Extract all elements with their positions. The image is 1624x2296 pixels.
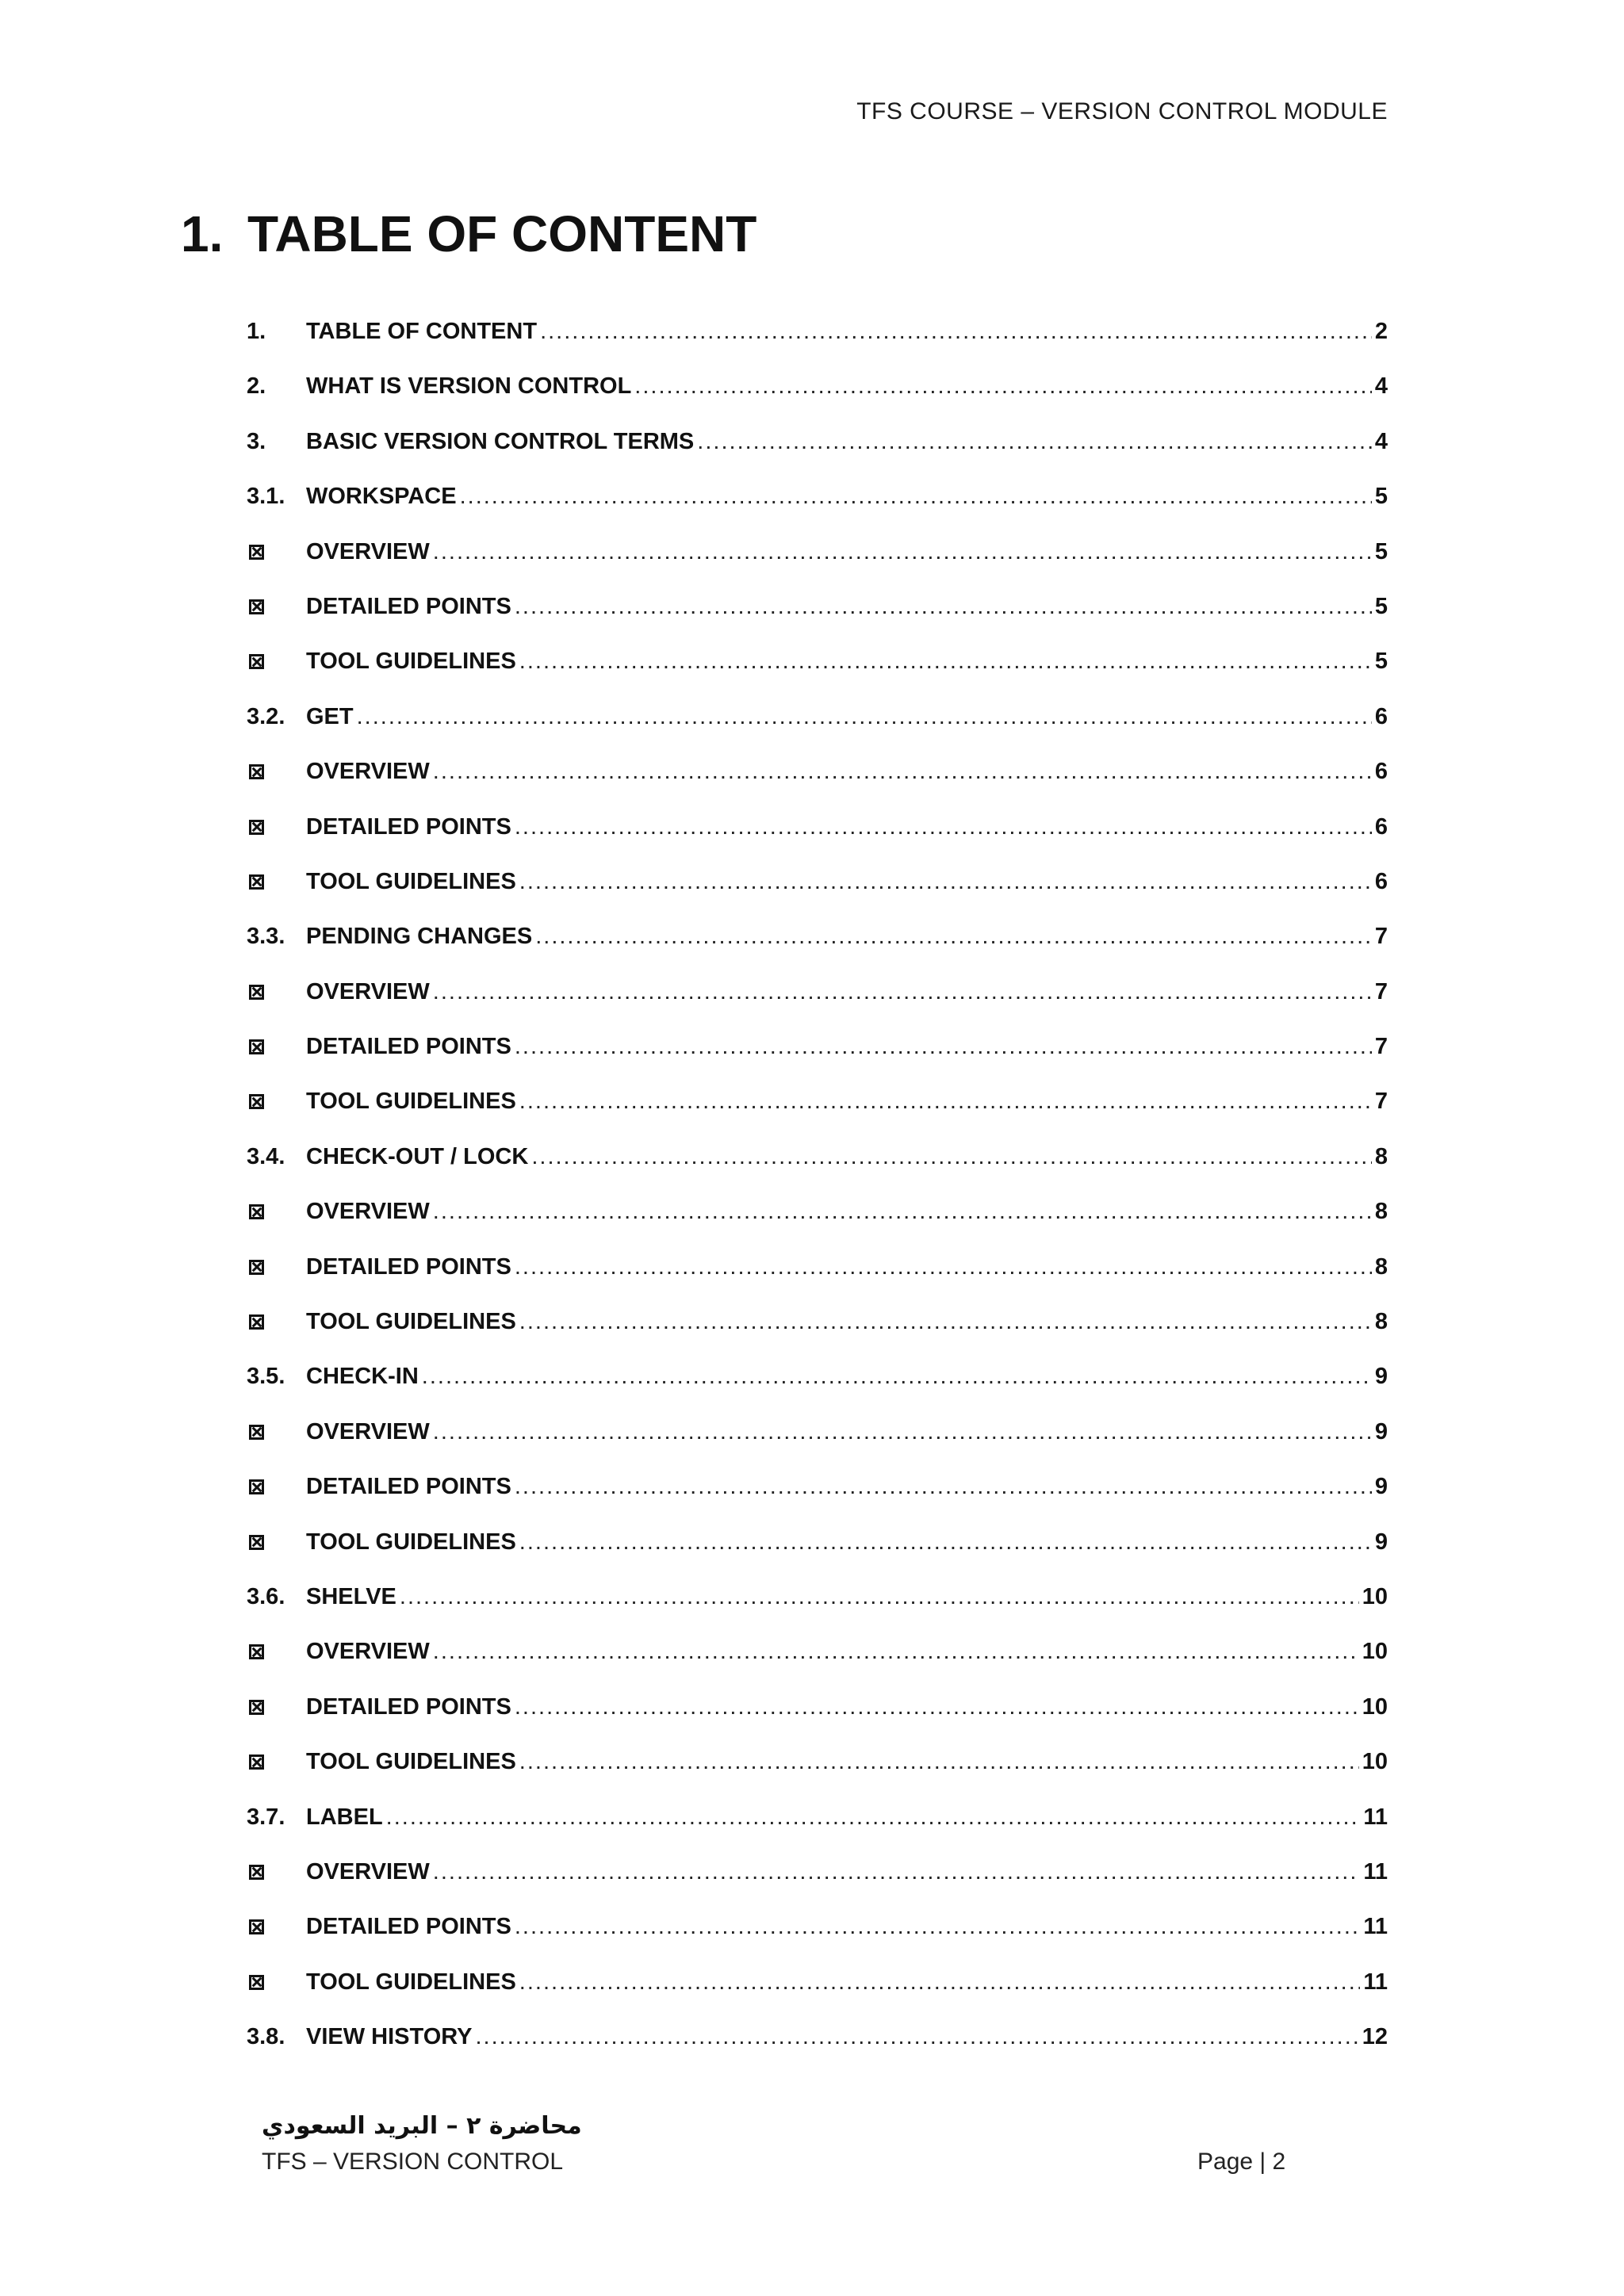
toc-number: 3.6. bbox=[247, 1583, 285, 1609]
toc-page-number: 12 bbox=[1362, 2024, 1388, 2050]
toc-page-number: 6 bbox=[1374, 868, 1388, 894]
toc-bullet bbox=[247, 1089, 306, 1115]
dot-leader bbox=[357, 704, 1372, 730]
checkbox-x-icon bbox=[249, 1260, 264, 1275]
toc-label: WORKSPACE bbox=[306, 484, 457, 510]
page-title bbox=[181, 205, 756, 263]
toc-page-number: 6 bbox=[1374, 813, 1388, 840]
toc-label: OVERVIEW bbox=[306, 1199, 430, 1225]
toc-page-number: 11 bbox=[1363, 1804, 1388, 1830]
toc-entry[interactable] bbox=[247, 1859, 1388, 1914]
footer-page-number: Page | 2 bbox=[1197, 2149, 1286, 2175]
toc-label: DETAILED POINTS bbox=[306, 593, 511, 619]
toc-number: 1. bbox=[247, 319, 266, 344]
toc-entry[interactable] bbox=[247, 1089, 1388, 1143]
toc-page-number: 11 bbox=[1363, 1914, 1388, 1940]
toc-page-number: 5 bbox=[1374, 649, 1388, 675]
toc-bullet bbox=[247, 1419, 306, 1445]
toc-page-number: 8 bbox=[1374, 1143, 1388, 1169]
toc-label: TOOL GUIDELINES bbox=[306, 1529, 516, 1555]
checkbox-x-icon bbox=[249, 1094, 264, 1109]
dot-leader bbox=[515, 1254, 1372, 1280]
checkbox-x-icon bbox=[249, 1535, 264, 1550]
toc-label: TOOL GUIDELINES bbox=[306, 1749, 516, 1775]
toc-label: TOOL GUIDELINES bbox=[306, 1309, 516, 1335]
dot-leader bbox=[515, 1034, 1372, 1060]
toc-label: SHELVE bbox=[306, 1583, 396, 1609]
dot-leader bbox=[460, 484, 1372, 510]
dot-leader bbox=[433, 1859, 1361, 1885]
toc-bullet bbox=[247, 1529, 306, 1556]
toc-page-number: 7 bbox=[1374, 1089, 1388, 1115]
toc-page-number: 9 bbox=[1374, 1364, 1388, 1390]
toc-label: OVERVIEW bbox=[306, 1418, 430, 1445]
dot-leader bbox=[519, 1529, 1372, 1556]
toc-page-number: 9 bbox=[1374, 1418, 1388, 1445]
dot-leader bbox=[515, 1914, 1360, 1940]
checkbox-x-icon bbox=[249, 1204, 264, 1219]
toc-page-number: 5 bbox=[1374, 593, 1388, 619]
toc-label: DETAILED POINTS bbox=[306, 1474, 511, 1500]
dot-leader bbox=[519, 1089, 1372, 1115]
dot-leader bbox=[515, 1694, 1359, 1720]
toc-bullet bbox=[247, 869, 306, 895]
toc-label: TOOL GUIDELINES bbox=[306, 1089, 516, 1115]
checkbox-x-icon bbox=[249, 545, 264, 560]
checkbox-x-icon bbox=[249, 1755, 264, 1770]
toc-entry[interactable] bbox=[247, 1309, 1388, 1364]
toc-entry[interactable] bbox=[247, 2024, 1388, 2079]
footer-doc-title: TFS – VERSION CONTROL bbox=[262, 2149, 564, 2175]
toc-entry[interactable] bbox=[247, 704, 1388, 759]
toc-label: PENDING CHANGES bbox=[306, 924, 533, 950]
dot-leader bbox=[386, 1804, 1361, 1831]
dot-leader bbox=[515, 594, 1372, 620]
toc-page-number: 8 bbox=[1374, 1309, 1388, 1335]
toc-bullet bbox=[247, 649, 306, 675]
dot-leader bbox=[433, 979, 1372, 1005]
dot-leader bbox=[531, 1144, 1372, 1170]
toc-label: TOOL GUIDELINES bbox=[306, 868, 516, 894]
dot-leader bbox=[540, 319, 1372, 345]
toc-bullet bbox=[247, 1969, 306, 1996]
toc-bullet bbox=[247, 1639, 306, 1665]
toc-entry[interactable] bbox=[247, 1254, 1388, 1309]
toc-entry[interactable] bbox=[247, 1034, 1388, 1089]
running-header: TFS COURSE – VERSION CONTROL MODULE bbox=[856, 98, 1388, 124]
toc-label: DETAILED POINTS bbox=[306, 1253, 511, 1280]
checkbox-x-icon bbox=[249, 1919, 264, 1934]
toc-entry[interactable] bbox=[247, 649, 1388, 703]
checkbox-x-icon bbox=[249, 1644, 264, 1659]
toc-page-number: 7 bbox=[1374, 1034, 1388, 1060]
toc-page-number: 5 bbox=[1374, 538, 1388, 564]
toc-entry[interactable] bbox=[247, 319, 1388, 373]
checkbox-x-icon bbox=[249, 1700, 264, 1715]
toc-entry[interactable] bbox=[247, 1144, 1388, 1199]
toc-entry[interactable] bbox=[247, 1694, 1388, 1749]
toc-page-number: 8 bbox=[1374, 1199, 1388, 1225]
toc-number: 3.4. bbox=[247, 1143, 285, 1169]
toc-entry[interactable] bbox=[247, 1969, 1388, 2024]
toc-label: DETAILED POINTS bbox=[306, 1914, 511, 1940]
toc-entry[interactable] bbox=[247, 484, 1388, 538]
toc-page-number: 10 bbox=[1362, 1639, 1388, 1665]
toc-label: VIEW HISTORY bbox=[306, 2024, 473, 2050]
toc-label: WHAT IS VERSION CONTROL bbox=[306, 373, 632, 400]
toc-label: DETAILED POINTS bbox=[306, 813, 511, 840]
toc-entry[interactable] bbox=[247, 1364, 1388, 1418]
dot-leader bbox=[433, 1639, 1359, 1665]
dot-leader bbox=[519, 649, 1372, 675]
checkbox-x-icon bbox=[249, 1425, 264, 1440]
toc-page-number: 10 bbox=[1362, 1749, 1388, 1775]
toc-label: OVERVIEW bbox=[306, 978, 430, 1004]
toc-page-number: 8 bbox=[1374, 1253, 1388, 1280]
toc-entry[interactable] bbox=[247, 979, 1388, 1034]
dot-leader bbox=[515, 814, 1372, 840]
toc-entry[interactable] bbox=[247, 1419, 1388, 1474]
toc-entry[interactable] bbox=[247, 869, 1388, 924]
toc-entry[interactable] bbox=[247, 373, 1388, 428]
toc-bullet bbox=[247, 814, 306, 840]
toc-bullet bbox=[247, 1199, 306, 1225]
toc-page-number: 10 bbox=[1362, 1583, 1388, 1609]
toc-page-number: 6 bbox=[1374, 703, 1388, 729]
toc-page-number: 4 bbox=[1374, 373, 1388, 400]
table-of-contents bbox=[247, 319, 1388, 2080]
toc-page-number: 6 bbox=[1374, 759, 1388, 785]
toc-page-number: 7 bbox=[1374, 978, 1388, 1004]
dot-leader bbox=[433, 1199, 1372, 1225]
toc-entry[interactable] bbox=[247, 1199, 1388, 1253]
dot-leader bbox=[433, 1419, 1372, 1445]
checkbox-x-icon bbox=[249, 1314, 264, 1330]
dot-leader bbox=[634, 373, 1372, 400]
toc-number: 2. bbox=[247, 373, 266, 400]
toc-bullet bbox=[247, 1034, 306, 1060]
toc-entry[interactable] bbox=[247, 429, 1388, 484]
toc-number: 3.7. bbox=[247, 1804, 285, 1830]
toc-bullet bbox=[247, 1309, 306, 1335]
toc-number: 3.1. bbox=[247, 484, 285, 510]
dot-leader bbox=[475, 2024, 1358, 2050]
dot-leader bbox=[515, 1474, 1372, 1500]
checkbox-x-icon bbox=[249, 1975, 264, 1990]
toc-number: 3.8. bbox=[247, 2024, 285, 2050]
dot-leader bbox=[400, 1584, 1359, 1610]
toc-bullet bbox=[247, 1749, 306, 1775]
toc-number: 3.3. bbox=[247, 924, 285, 950]
toc-label: TOOL GUIDELINES bbox=[306, 649, 516, 675]
toc-label: CHECK-OUT / LOCK bbox=[306, 1143, 529, 1169]
checkbox-x-icon bbox=[249, 874, 264, 890]
toc-number: 3. bbox=[247, 428, 266, 454]
toc-page-number: 5 bbox=[1374, 484, 1388, 510]
toc-bullet bbox=[247, 1914, 306, 1940]
toc-label: DETAILED POINTS bbox=[306, 1693, 511, 1720]
dot-leader bbox=[535, 924, 1372, 950]
toc-bullet bbox=[247, 594, 306, 620]
toc-label: CHECK-IN bbox=[306, 1364, 419, 1390]
dot-leader bbox=[519, 869, 1372, 895]
checkbox-x-icon bbox=[249, 820, 264, 835]
toc-entry[interactable] bbox=[247, 924, 1388, 978]
dot-leader bbox=[519, 1749, 1359, 1775]
toc-entry[interactable] bbox=[247, 1749, 1388, 1804]
toc-number: 3.2. bbox=[247, 703, 285, 729]
toc-entry[interactable] bbox=[247, 539, 1388, 594]
toc-entry[interactable] bbox=[247, 594, 1388, 649]
toc-label: OVERVIEW bbox=[306, 1639, 430, 1665]
toc-bullet bbox=[247, 1694, 306, 1720]
toc-bullet bbox=[247, 759, 306, 785]
dot-leader bbox=[433, 759, 1372, 785]
toc-label: TOOL GUIDELINES bbox=[306, 1969, 516, 1995]
toc-label: BASIC VERSION CONTROL TERMS bbox=[306, 428, 695, 454]
toc-page-number: 9 bbox=[1374, 1474, 1388, 1500]
dot-leader bbox=[519, 1969, 1361, 1996]
checkbox-x-icon bbox=[249, 764, 264, 779]
toc-label: OVERVIEW bbox=[306, 759, 430, 785]
title-number: 1. bbox=[181, 205, 224, 262]
checkbox-x-icon bbox=[249, 599, 264, 614]
toc-label: OVERVIEW bbox=[306, 1858, 430, 1885]
title-text: TABLE OF CONTENT bbox=[247, 205, 757, 262]
toc-entry[interactable] bbox=[247, 1584, 1388, 1639]
toc-entry[interactable] bbox=[247, 759, 1388, 813]
toc-label: TABLE OF CONTENT bbox=[306, 319, 538, 344]
toc-label: OVERVIEW bbox=[306, 538, 430, 564]
toc-entry[interactable] bbox=[247, 1529, 1388, 1584]
dot-leader bbox=[519, 1309, 1372, 1335]
toc-page-number: 10 bbox=[1362, 1693, 1388, 1720]
toc-number: 3.5. bbox=[247, 1364, 285, 1390]
toc-page-number: 7 bbox=[1374, 924, 1388, 950]
toc-entry[interactable] bbox=[247, 1914, 1388, 1969]
checkbox-x-icon bbox=[249, 1039, 264, 1054]
toc-page-number: 4 bbox=[1374, 428, 1388, 454]
toc-bullet bbox=[247, 1859, 306, 1885]
toc-entry[interactable] bbox=[247, 1639, 1388, 1693]
toc-label: DETAILED POINTS bbox=[306, 1034, 511, 1060]
toc-page-number: 11 bbox=[1363, 1969, 1388, 1995]
dot-leader bbox=[433, 539, 1372, 565]
toc-bullet bbox=[247, 979, 306, 1005]
toc-entry[interactable] bbox=[247, 1474, 1388, 1529]
toc-entry[interactable] bbox=[247, 1804, 1388, 1859]
footer-arabic-line: محاضرة ٢ – البريد السعودي bbox=[262, 2112, 582, 2140]
dot-leader bbox=[697, 429, 1372, 455]
toc-bullet bbox=[247, 539, 306, 565]
toc-bullet bbox=[247, 1254, 306, 1280]
toc-bullet bbox=[247, 1474, 306, 1500]
toc-page-number: 9 bbox=[1374, 1529, 1388, 1555]
toc-label: LABEL bbox=[306, 1804, 383, 1830]
toc-entry[interactable] bbox=[247, 814, 1388, 869]
checkbox-x-icon bbox=[249, 985, 264, 1000]
toc-page-number: 2 bbox=[1374, 319, 1388, 344]
checkbox-x-icon bbox=[249, 654, 264, 669]
toc-label: GET bbox=[306, 703, 354, 729]
checkbox-x-icon bbox=[249, 1865, 264, 1880]
dot-leader bbox=[422, 1364, 1372, 1390]
checkbox-x-icon bbox=[249, 1479, 264, 1494]
toc-page-number: 11 bbox=[1363, 1858, 1388, 1885]
